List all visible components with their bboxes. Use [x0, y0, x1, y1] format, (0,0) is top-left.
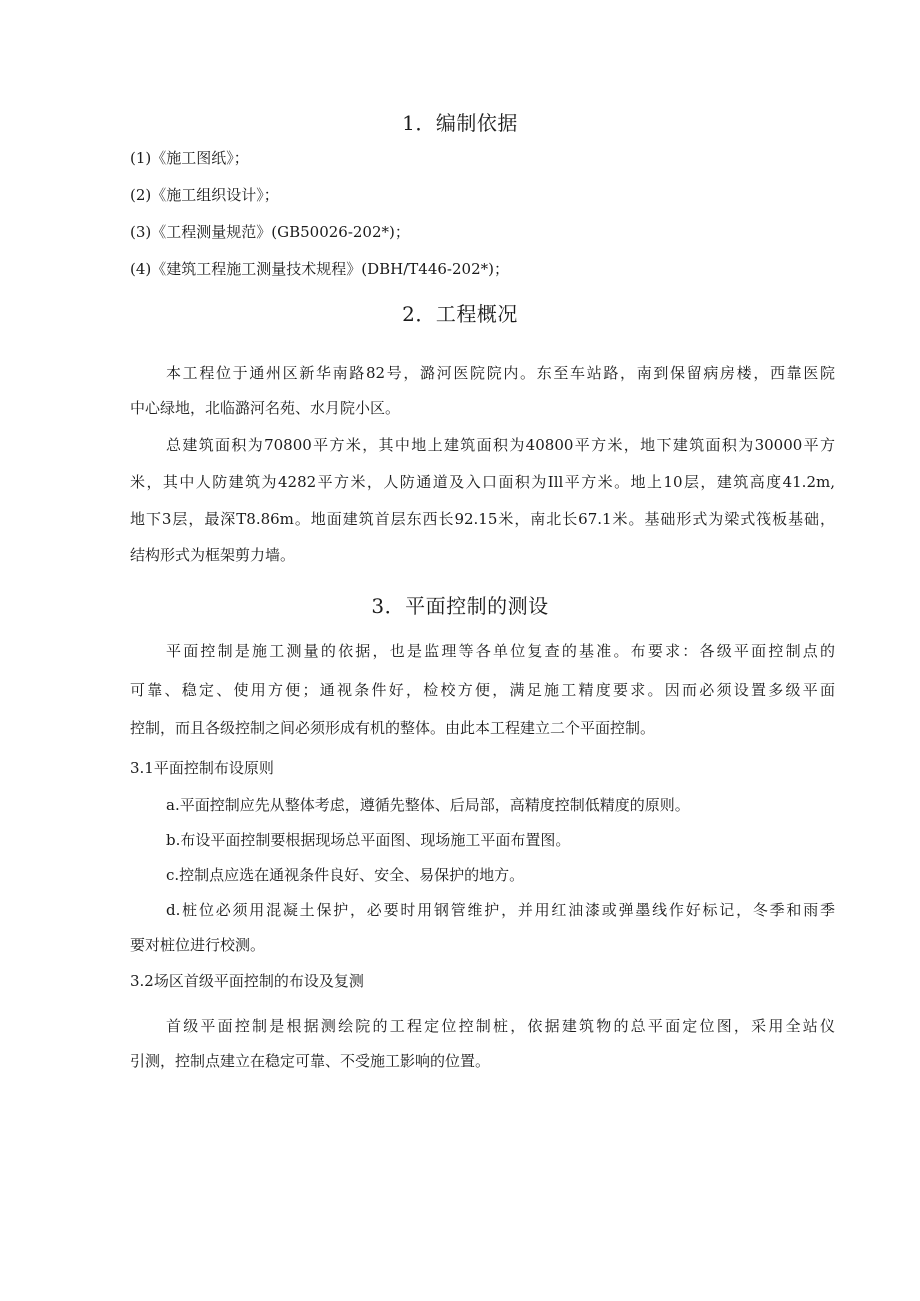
reference-item-4: (4)《建筑工程施工测量技术规程》(DBH/T446-202*)； [130, 260, 509, 278]
subsection-title-3-2: 3.2场区首级平面控制的布设及复测 [130, 972, 364, 990]
principle-item-b: b.布设平面控制要根据现场总平面图、现场施工平面布置图。 [166, 831, 571, 849]
section-heading-2: 2．工程概况 [402, 302, 518, 326]
primary-control-paragraph-line-1: 首级平面控制是根据测绘院的工程定位控制桩，依据建筑物的总平面定位图，采用全站仪 [166, 1017, 835, 1035]
principle-item-c: c.控制点应选在通视条件良好、安全、易保护的地方。 [166, 866, 525, 884]
control-intro-line-1: 平面控制是施工测量的依据，也是监理等各单位复查的基准。布要求：各级平面控制点的 [166, 642, 835, 660]
control-intro-line-3: 控制，而且各级控制之间必须形成有机的整体。由此本工程建立二个平面控制。 [130, 719, 656, 737]
control-intro-line-2: 可靠、稳定、使用方便；通视条件好，检校方便，满足施工精度要求。因而必须设置多级平面 [130, 681, 835, 699]
overview-paragraph-1-line-1: 本工程位于通州区新华南路82号，潞河医院院内。东至车站路，南到保留病房楼，西靠医院 [166, 364, 835, 382]
reference-item-1: (1)《施工图纸》； [130, 149, 249, 167]
subsection-title-3-1: 3.1平面控制布设原则 [130, 759, 274, 777]
primary-control-paragraph-line-2: 引测，控制点建立在稳定可靠、不受施工影响的位置。 [130, 1052, 491, 1070]
section-heading-1: 1．编制依据 [402, 111, 518, 135]
overview-paragraph-2-line-1: 总建筑面积为70800平方米，其中地上建筑面积为40800平方米，地下建筑面积为30000平方 [166, 436, 835, 454]
principle-item-d-line-2: 要对桩位进行校测。 [130, 936, 266, 954]
principle-item-a: a.平面控制应先从整体考虑，遵循先整体、后局部，高精度控制低精度的原则。 [166, 796, 690, 814]
overview-paragraph-2-line-3: 地下3层，最深T8.86m。地面建筑首层东西长92.15米，南北长67.1米。基础形式为梁式筏板基础， [130, 510, 835, 528]
reference-item-2: (2)《施工组织设计》； [130, 186, 279, 204]
overview-paragraph-2-line-2: 米，其中人防建筑为4282平方米，人防通道及入口面积为Ill平方米。地上10层，建筑高度41.2m, [130, 473, 835, 491]
overview-paragraph-2-line-4: 结构形式为框架剪力墙。 [130, 546, 296, 564]
reference-item-3: (3)《工程测量规范》(GB50026-202*)； [130, 223, 410, 241]
principle-item-d-line-1: d.桩位必须用混凝土保护，必要时用钢管维护，并用红油漆或弹墨线作好标记，冬季和雨季 [166, 901, 835, 919]
section-heading-3: 3．平面控制的测设 [371, 594, 549, 618]
overview-paragraph-1-line-2: 中心绿地，北临潞河名苑、水月院小区。 [130, 399, 401, 417]
